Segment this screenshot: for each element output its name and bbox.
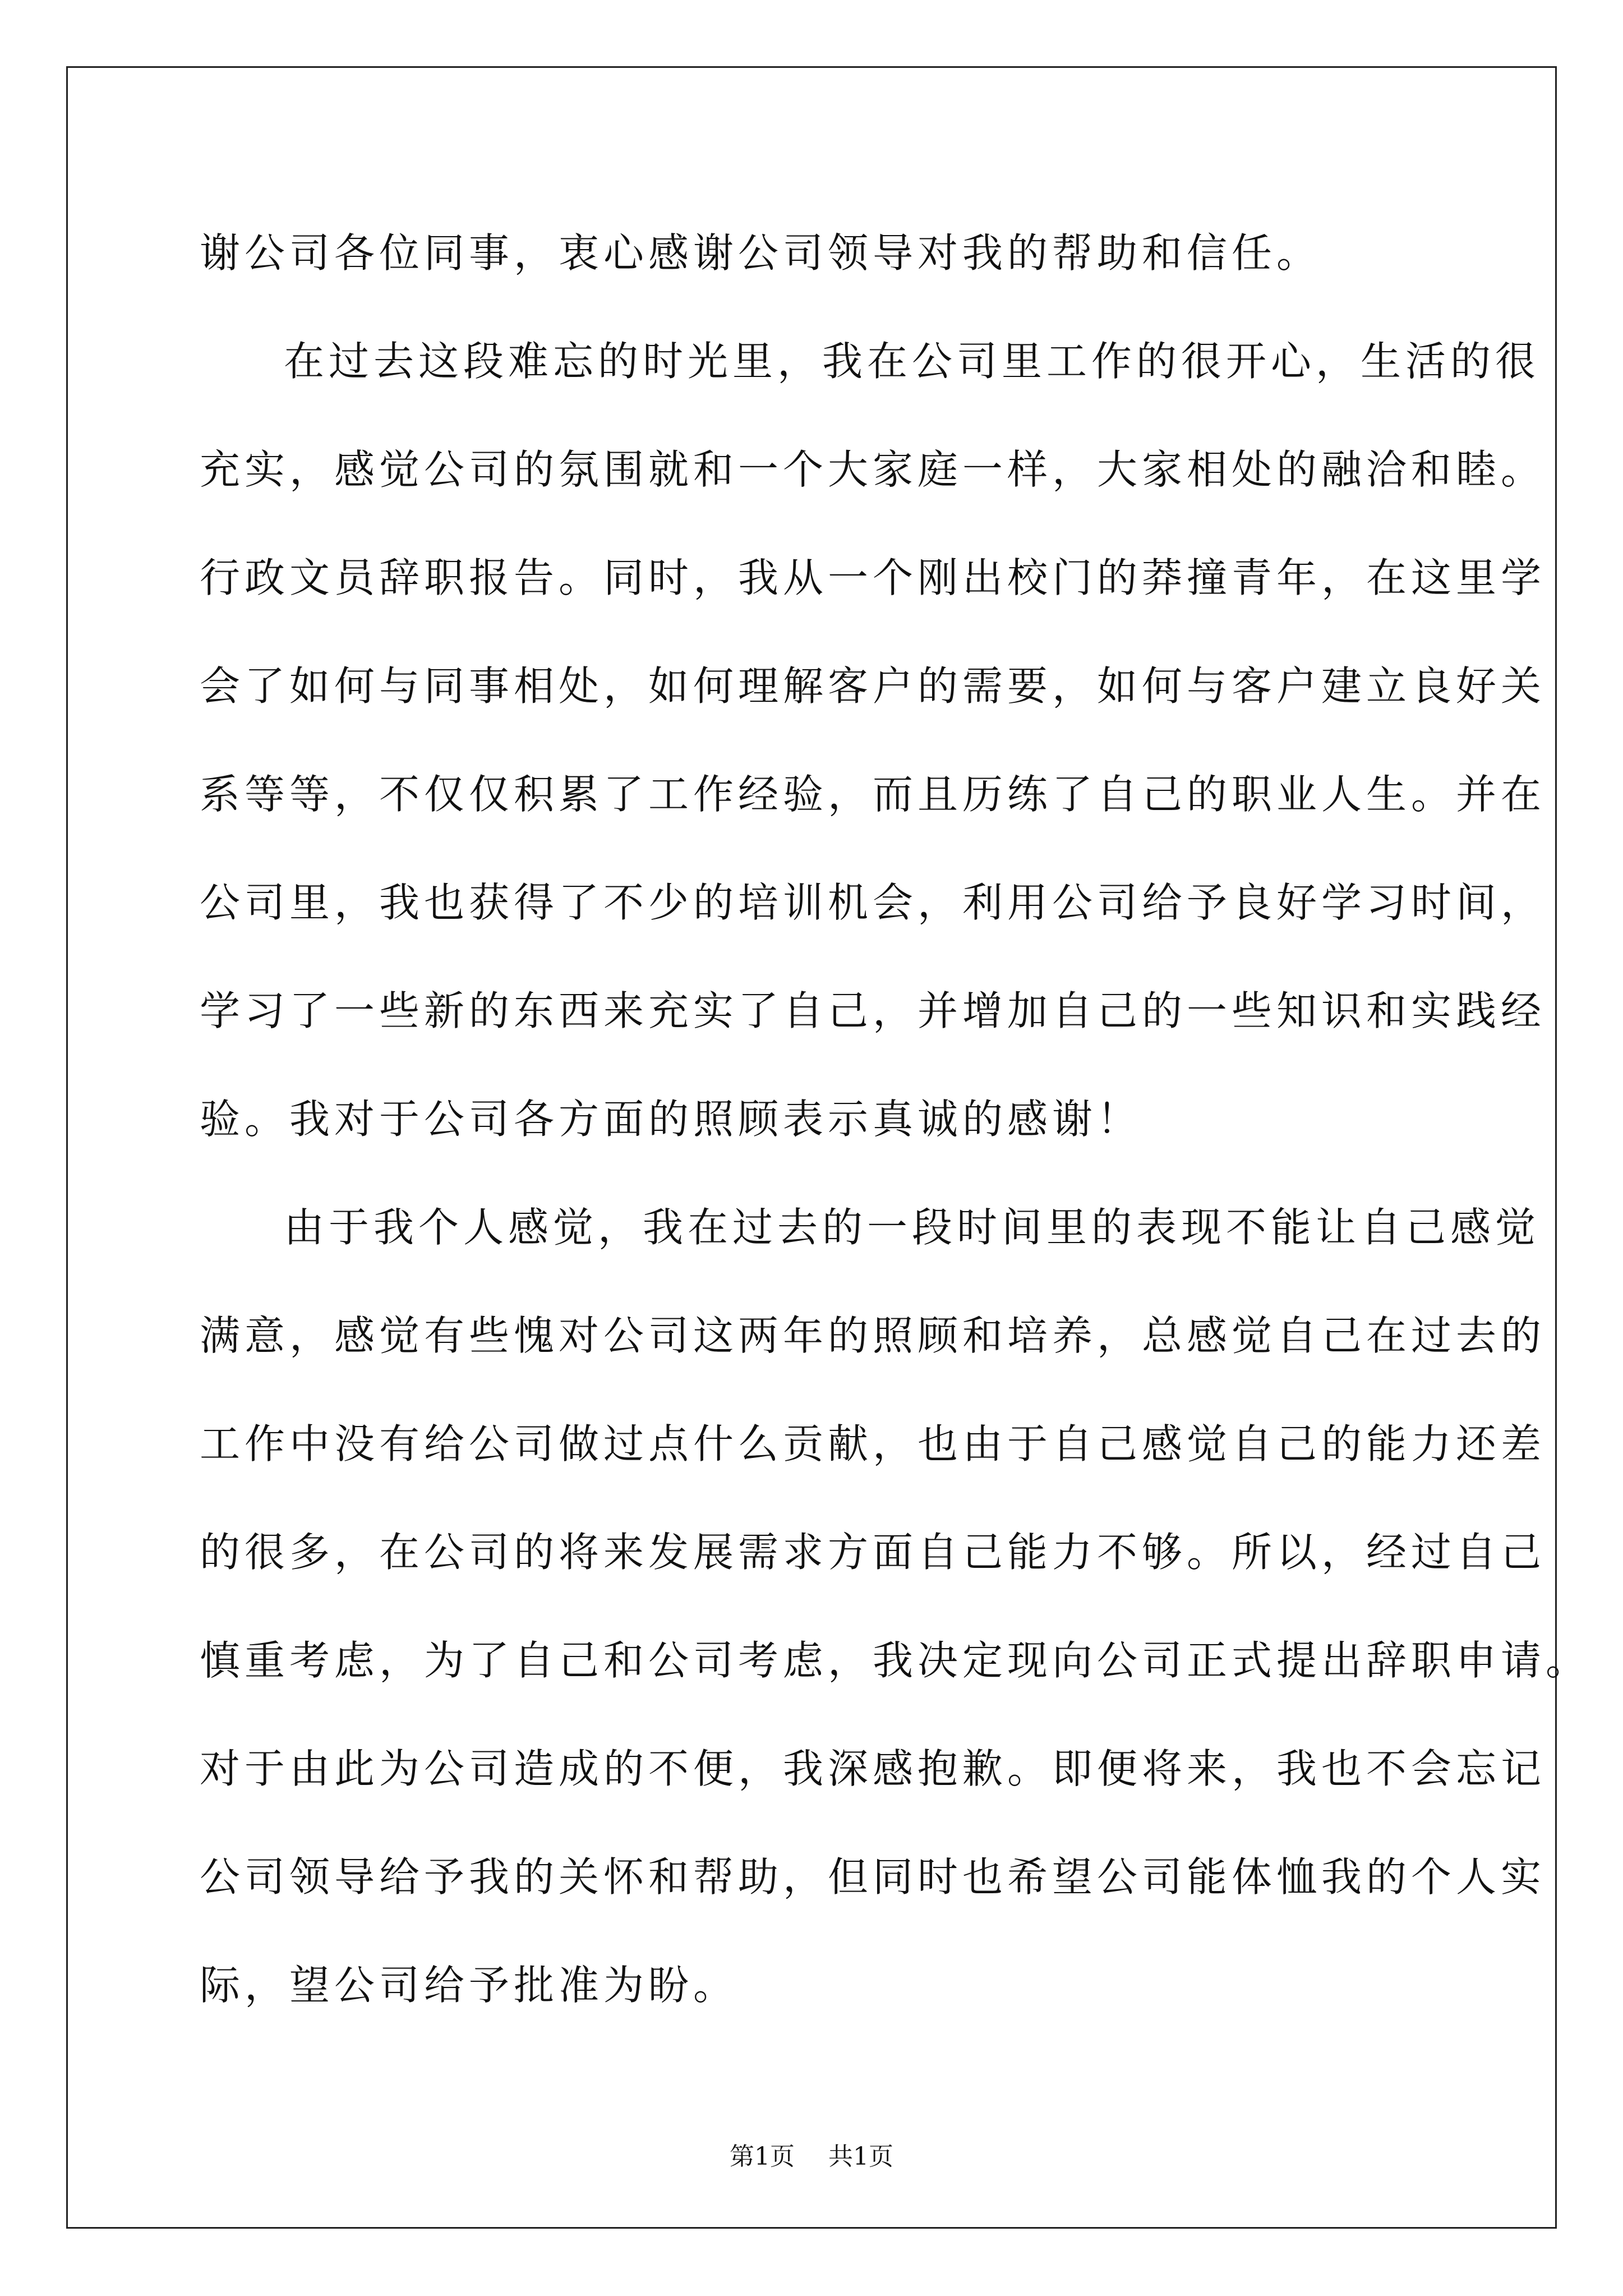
text-line: 系等等，不仅仅积累了工作经验，而且历练了自己的职业人生。并在: [200, 771, 1546, 818]
page-number: 第1页: [730, 2142, 795, 2171]
text-line: 由于我个人感觉，我在过去的一段时间里的表现不能让自己感觉: [284, 1204, 1541, 1251]
text-line: 验。我对于公司各方面的照顾表示真诚的感谢！: [200, 1096, 1142, 1143]
text-line: 行政文员辞职报告。同时，我从一个刚出校门的莽撞青年，在这里学: [200, 554, 1546, 601]
text-line: 工作中没有给公司做过点什么贡献，也由于自己感觉自己的能力还差: [200, 1420, 1546, 1467]
text-line: 公司里，我也获得了不少的培训机会，利用公司给予良好学习时间，: [200, 879, 1546, 926]
text-line: 的很多，在公司的将来发展需求方面自己能力不够。所以，经过自己: [200, 1529, 1546, 1576]
page-total: 共1页: [828, 2142, 893, 2171]
text-line: 充实，感觉公司的氛围就和一个大家庭一样，大家相处的融洽和睦。: [200, 446, 1546, 493]
text-line: 会了如何与同事相处，如何理解客户的需要，如何与客户建立良好关: [200, 662, 1546, 710]
text-line: 学习了一些新的东西来充实了自己，并增加自己的一些知识和实践经: [200, 987, 1546, 1034]
text-line: 对于由此为公司造成的不便，我深感抱歉。即便将来，我也不会忘记: [200, 1745, 1546, 1792]
text-line: 公司领导给予我的关怀和帮助，但同时也希望公司能体恤我的个人实: [200, 1853, 1546, 1901]
page-footer: [0, 2140, 1623, 2174]
text-line: 谢公司各位同事，衷心感谢公司领导对我的帮助和信任。: [200, 229, 1322, 277]
document-body: [200, 199, 1591, 2040]
text-line: 慎重考虑，为了自己和公司考虑，我决定现向公司正式提出辞职申请。: [200, 1637, 1591, 1684]
text-line: 际，望公司给予批准为盼。: [200, 1962, 739, 2009]
text-line: 满意，感觉有些愧对公司这两年的照顾和培养，总感觉自己在过去的: [200, 1312, 1546, 1359]
text-line: 在过去这段难忘的时光里，我在公司里工作的很开心，生活的很: [284, 338, 1541, 385]
